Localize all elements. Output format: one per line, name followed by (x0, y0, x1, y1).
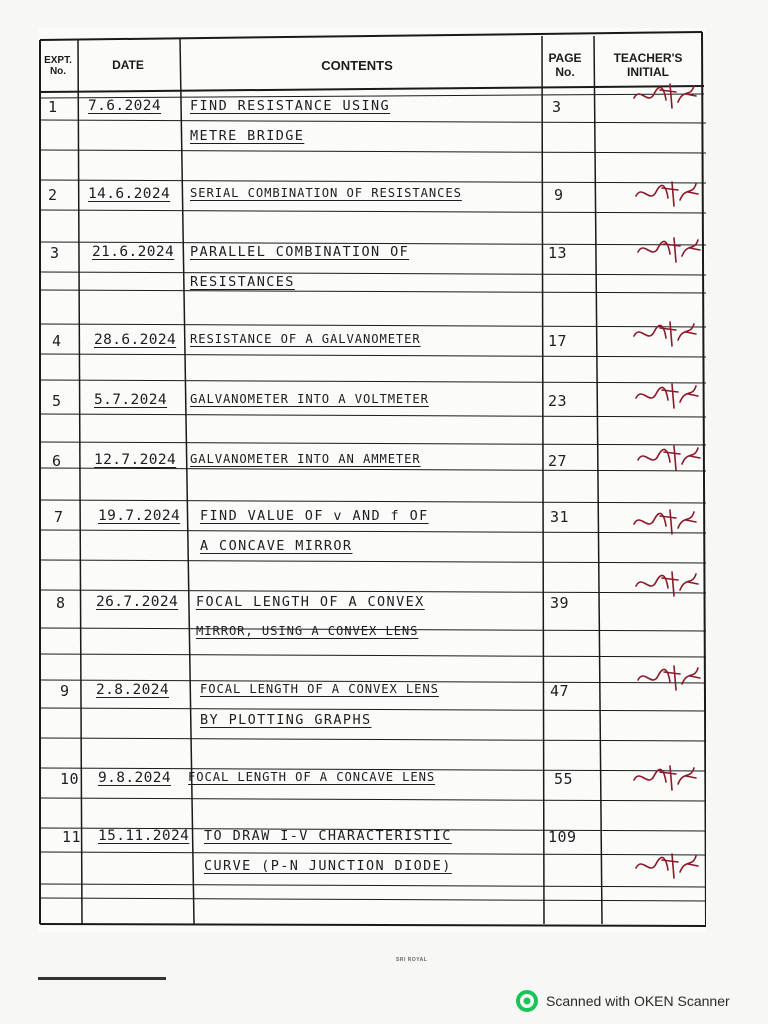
entry-contents-line: TO DRAW I-V CHARACTERISTIC (204, 828, 452, 844)
ruled-line (40, 180, 706, 183)
entry-contents-line: FOCAL LENGTH OF A CONCAVE LENS (188, 770, 436, 784)
entry-expt-no: 6 (52, 452, 62, 470)
entry-date: 9.8.2024 (98, 770, 172, 786)
teacher-signature (630, 762, 700, 796)
teacher-signature (630, 506, 700, 540)
entry-expt-no: 10 (60, 770, 80, 788)
entry-contents-line: FIND RESISTANCE USING (190, 98, 391, 114)
ruled-line (40, 798, 706, 801)
entry-contents-line: A CONCAVE MIRROR (200, 538, 353, 554)
ruled-line (40, 738, 706, 741)
entry-page-no: 47 (550, 682, 570, 700)
column-divider-initial (594, 36, 602, 924)
entry-page-no: 39 (550, 594, 570, 612)
entry-date: 21.6.2024 (92, 244, 175, 260)
entry-contents-line: BY PLOTTING GRAPHS (200, 712, 372, 728)
entry-page-no: 17 (548, 332, 568, 350)
entry-page-no: 55 (554, 770, 574, 788)
entry-page-no: 13 (548, 244, 568, 262)
entry-date: 12.7.2024 (94, 452, 177, 468)
column-divider-date (78, 40, 82, 924)
entry-date: 19.7.2024 (98, 508, 181, 524)
scanner-label: Scanned with OKEN Scanner (546, 993, 730, 1009)
entry-contents-line: GALVANOMETER INTO AN AMMETER (190, 452, 421, 466)
entry-contents-line: PARALLEL COMBINATION OF (190, 244, 410, 260)
entry-date: 26.7.2024 (96, 594, 179, 610)
teacher-signature (634, 442, 704, 476)
header-page-no: PAGE No. (548, 51, 582, 79)
entry-contents-line: METRE BRIDGE (190, 128, 305, 144)
table-border-right (702, 32, 706, 926)
entry-date: 28.6.2024 (94, 332, 177, 348)
scanner-watermark (516, 990, 730, 1012)
ruled-line (40, 414, 706, 417)
teacher-signature (632, 568, 702, 602)
ruled-line (40, 590, 706, 593)
ruled-line (40, 654, 706, 657)
entry-contents-line: RESISTANCE OF A GALVANOMETER (190, 332, 421, 346)
table-border-bottom (40, 924, 706, 926)
ruled-line (40, 560, 706, 563)
entry-expt-no: 7 (54, 508, 64, 526)
ruled-line (40, 210, 706, 213)
contents-table (38, 28, 706, 932)
ruled-line (40, 150, 706, 153)
ruled-line (40, 708, 706, 711)
register-page (38, 28, 706, 963)
ruled-line (40, 530, 706, 533)
entry-page-no: 3 (552, 98, 562, 116)
teacher-signature (632, 380, 702, 414)
ruled-line (40, 500, 706, 503)
column-divider-page (542, 36, 544, 924)
entry-expt-no: 11 (62, 828, 82, 846)
oken-scanner-logo-icon (516, 990, 538, 1012)
teacher-signature (634, 662, 704, 696)
entry-page-no: 109 (548, 828, 577, 846)
entry-expt-no: 3 (50, 244, 60, 262)
entry-expt-no: 2 (48, 186, 58, 204)
entry-contents-line: GALVANOMETER INTO A VOLTMETER (190, 392, 429, 406)
teacher-signature (632, 850, 702, 884)
ruled-line (40, 120, 706, 123)
entry-page-no: 27 (548, 452, 568, 470)
entry-contents-line: MIRROR, USING A CONVEX LENS (196, 624, 419, 638)
ruled-line (40, 290, 706, 293)
ruled-line (40, 442, 706, 445)
ruled-line (40, 272, 706, 275)
header-contents: CONTENTS (321, 57, 393, 73)
ruled-line (40, 898, 706, 901)
entry-date: 7.6.2024 (88, 98, 162, 114)
entry-contents-line: FIND VALUE OF v AND f OF (200, 508, 429, 524)
entry-expt-no: 5 (52, 392, 62, 410)
ruled-line (40, 380, 706, 383)
entry-date: 2.8.2024 (96, 682, 170, 698)
entry-page-no: 9 (554, 186, 564, 204)
entry-page-no: 23 (548, 392, 568, 410)
ruled-line (40, 324, 706, 327)
entry-contents-line: CURVE (P-N JUNCTION DIODE) (204, 858, 452, 874)
entry-date: 15.11.2024 (98, 828, 190, 844)
teacher-signature (630, 318, 700, 352)
entry-date: 14.6.2024 (88, 186, 171, 202)
ruled-line (40, 884, 706, 887)
entry-expt-no: 1 (48, 98, 58, 116)
ruled-line (40, 468, 706, 471)
ruled-line (40, 852, 706, 855)
table-ruling (38, 28, 706, 932)
entry-expt-no: 4 (52, 332, 62, 350)
teacher-signature (634, 234, 704, 268)
notebook-brand-mark: SRI ROYAL (396, 957, 428, 963)
header-teachers-initial: TEACHER'S INITIAL (613, 51, 683, 79)
entry-contents-line: RESISTANCES (190, 274, 295, 290)
header-expt-no: EXPT. No. (44, 54, 72, 77)
entry-page-no: 31 (550, 508, 570, 526)
ruled-line (40, 354, 706, 357)
entry-contents-line: FOCAL LENGTH OF A CONVEX LENS (200, 682, 439, 696)
column-divider-contents (180, 38, 194, 924)
entry-expt-no: 9 (60, 682, 70, 700)
entry-contents-line: FOCAL LENGTH OF A CONVEX (196, 594, 425, 610)
page-edge (38, 977, 166, 980)
header-date: DATE (112, 58, 144, 73)
teacher-signature (630, 80, 700, 114)
entry-contents-line: SERIAL COMBINATION OF RESISTANCES (190, 186, 462, 200)
teacher-signature (632, 178, 702, 212)
entry-date: 5.7.2024 (94, 392, 168, 408)
entry-expt-no: 8 (56, 594, 66, 612)
